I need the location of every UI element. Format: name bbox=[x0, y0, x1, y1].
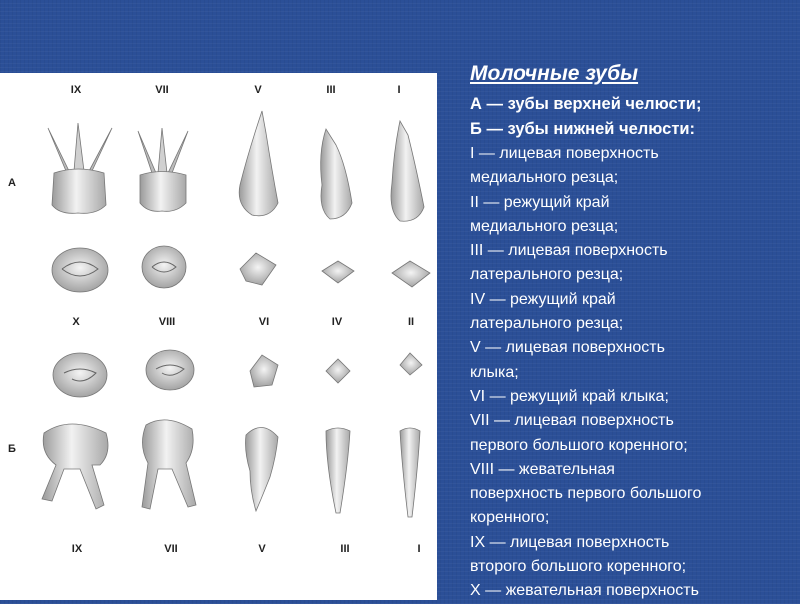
legend-line: первого большого коренного; bbox=[470, 436, 688, 454]
legend-line: IX — лицевая поверхность bbox=[470, 533, 670, 551]
label-top-vii: VII bbox=[155, 84, 169, 96]
lower-lateral-incisor-iv-incisal bbox=[326, 359, 350, 383]
label-mid-ii: II bbox=[407, 316, 415, 328]
legend-line: коренного; bbox=[470, 509, 550, 527]
legend-line: медиального резца; bbox=[470, 217, 619, 235]
row-label-b: Б bbox=[8, 443, 16, 455]
label-bottom-ix: IX bbox=[71, 543, 83, 555]
teeth-illustration-panel bbox=[0, 73, 437, 600]
label-bottom-i: I bbox=[417, 543, 421, 555]
lower-canine-vi-incisal bbox=[250, 355, 278, 387]
legend-line: II — режущий край bbox=[470, 193, 610, 211]
label-top-v: V bbox=[254, 84, 262, 96]
label-bottom-iii: III bbox=[340, 543, 350, 555]
lower-molar-x-occlusal bbox=[53, 353, 107, 397]
lower-lateral-incisor-iii bbox=[326, 428, 350, 513]
upper-canine-v bbox=[239, 111, 278, 216]
upper-lateral-incisor-iii bbox=[321, 129, 352, 219]
label-top-iii: III bbox=[326, 84, 336, 96]
lower-molar-vii bbox=[142, 420, 196, 509]
label-top-ix: IX bbox=[70, 84, 82, 96]
slide-title: Молочные зубы bbox=[470, 62, 639, 85]
lower-molar-ix bbox=[42, 424, 108, 509]
legend-line: III — лицевая поверхность bbox=[470, 242, 668, 260]
legend-line: V — лицевая поверхность bbox=[470, 339, 665, 357]
legend-line: латерального резца; bbox=[470, 266, 624, 284]
lower-canine-v bbox=[246, 427, 279, 511]
upper-canine-v-incisal bbox=[240, 253, 276, 285]
legend-panel bbox=[470, 60, 790, 604]
legend-line: латерального резца; bbox=[470, 315, 624, 333]
upper-lateral-incisor-iii-incisal bbox=[322, 261, 354, 283]
legend-line: X — жевательная поверхность bbox=[470, 582, 699, 600]
legend-line: клыка; bbox=[470, 363, 519, 381]
upper-molar-vii bbox=[138, 128, 188, 211]
legend-line: второго большого коренного; bbox=[470, 558, 687, 576]
upper-medial-incisor-i bbox=[391, 121, 424, 221]
legend-line: медиального резца; bbox=[470, 169, 619, 187]
label-mid-vi: VI bbox=[258, 316, 270, 328]
row-label-a: А bbox=[8, 177, 16, 189]
legend-line: VI — режущий край клыка; bbox=[470, 387, 669, 405]
lower-medial-incisor-ii-incisal bbox=[400, 353, 422, 375]
upper-molar-ix bbox=[48, 123, 112, 213]
label-bottom-vii: VII bbox=[164, 543, 178, 555]
legend-line: IV — режущий край bbox=[470, 290, 616, 308]
legend-line: VIII — жевательная bbox=[470, 460, 615, 478]
label-bottom-v: V bbox=[258, 543, 266, 555]
label-top-i: I bbox=[397, 84, 401, 96]
upper-medial-incisor-i-incisal bbox=[392, 261, 430, 287]
legend-line: I — лицевая поверхность bbox=[470, 145, 659, 162]
label-mid-viii: VIII bbox=[158, 316, 176, 328]
heading-line-b: Б — зубы нижней челюсти: bbox=[470, 120, 696, 138]
heading-line-a: А — зубы верхней челюсти; bbox=[470, 95, 702, 113]
label-mid-iv: IV bbox=[331, 316, 343, 328]
legend-line: поверхность первого большого bbox=[470, 485, 702, 503]
lower-molar-viii-occlusal bbox=[146, 350, 194, 390]
upper-molar-ix-occlusal bbox=[52, 248, 108, 292]
lower-medial-incisor-i bbox=[400, 428, 420, 517]
legend-line: VII — лицевая поверхность bbox=[470, 412, 674, 430]
upper-molar-vii-occlusal bbox=[142, 246, 186, 288]
label-mid-x: X bbox=[72, 316, 80, 328]
teeth-illustration bbox=[0, 73, 437, 600]
